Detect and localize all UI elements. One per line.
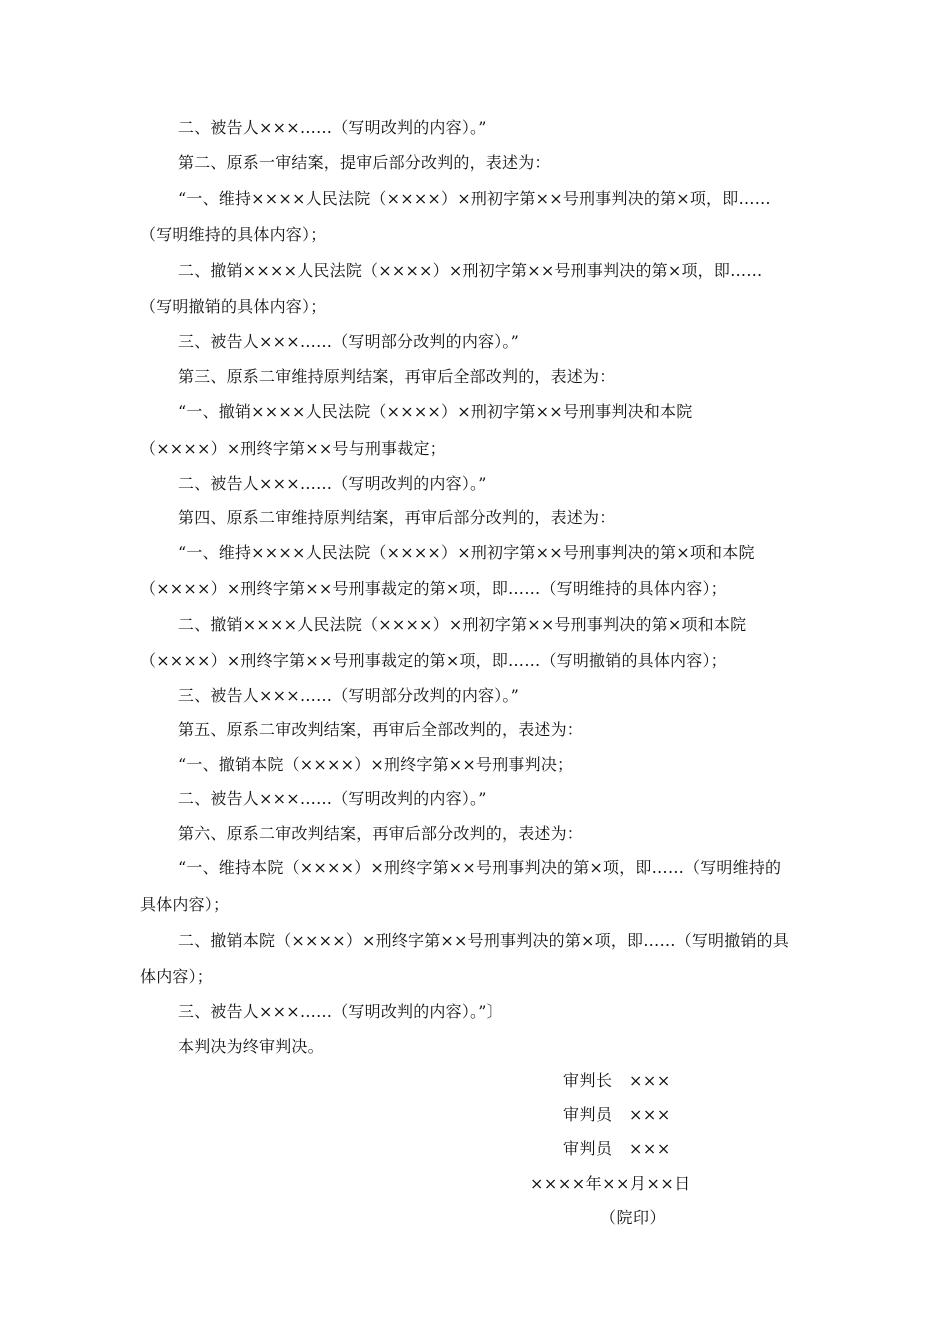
paragraph-line: “一、撤销本院（××××）×刑终字第××号刑事判决； — [178, 755, 574, 774]
paragraph-line: （写明撤销的具体内容）； — [140, 297, 327, 316]
signature-chief-judge: 审判长 ××× — [563, 1071, 671, 1090]
paragraph-line: 三、被告人×××……（写明改判的内容）。”〕 — [178, 1002, 503, 1021]
paragraph-line: （写明维持的具体内容）； — [140, 225, 327, 244]
paragraph-line: “一、维持××××人民法院（××××）×刑初字第××号刑事判决的第×项，即…… — [178, 189, 771, 208]
section-heading: 第四、原系二审维持原判结案，再审后部分改判的，表述为： — [178, 508, 616, 527]
paragraph-line: 具体内容）； — [140, 895, 230, 914]
section-heading: 第三、原系二审维持原判结案，再审后全部改判的，表述为： — [178, 367, 616, 386]
paragraph-line: “一、维持本院（××××）×刑终字第××号刑事判决的第×项，即……（写明维持的 — [178, 858, 782, 877]
paragraph-line: 二、撤销××××人民法院（××××）×刑初字第××号刑事判决的第×项和本院 — [178, 615, 747, 634]
paragraph-line: （××××）×刑终字第××号与刑事裁定； — [140, 439, 446, 458]
paragraph-line: “一、维持××××人民法院（××××）×刑初字第××号刑事判决的第×项和本院 — [178, 543, 755, 562]
section-heading: 第六、原系二审改判结案，再审后部分改判的，表述为： — [178, 824, 584, 843]
paragraph-line: “一、撤销××××人民法院（××××）×刑初字第××号刑事判决和本院 — [178, 402, 693, 421]
signature-judge: 审判员 ××× — [563, 1139, 671, 1158]
paragraph-line: 三、被告人×××……（写明部分改判的内容）。” — [178, 686, 519, 705]
signature-date: ××××年××月××日 — [530, 1174, 691, 1193]
final-statement: 本判决为终审判决。 — [178, 1037, 324, 1056]
paragraph-line: 体内容）； — [140, 967, 214, 986]
section-heading: 第五、原系二审改判结案，再审后全部改判的，表述为： — [178, 720, 584, 739]
paragraph-line: （××××）×刑终字第××号刑事裁定的第×项，即……（写明维持的具体内容）； — [140, 579, 727, 598]
paragraph-line: 二、撤销××××人民法院（××××）×刑初字第××号刑事判决的第×项，即…… — [178, 261, 763, 280]
signature-judge: 审判员 ××× — [563, 1105, 671, 1124]
court-seal: （院印） — [600, 1208, 667, 1227]
paragraph-line: 二、撤销本院（××××）×刑终字第××号刑事判决的第×项，即……（写明撤销的具 — [178, 931, 790, 950]
paragraph-line: （××××）×刑终字第××号刑事裁定的第×项，即……（写明撤销的具体内容）； — [140, 651, 727, 670]
paragraph-line: 二、被告人×××……（写明改判的内容）。” — [178, 474, 487, 493]
paragraph-line: 二、被告人×××……（写明改判的内容）。” — [178, 118, 487, 137]
paragraph-line: 三、被告人×××……（写明部分改判的内容）。” — [178, 332, 519, 351]
section-heading: 第二、原系一审结案，提审后部分改判的，表述为： — [178, 153, 551, 172]
paragraph-line: 二、被告人×××……（写明改判的内容）。” — [178, 789, 487, 808]
